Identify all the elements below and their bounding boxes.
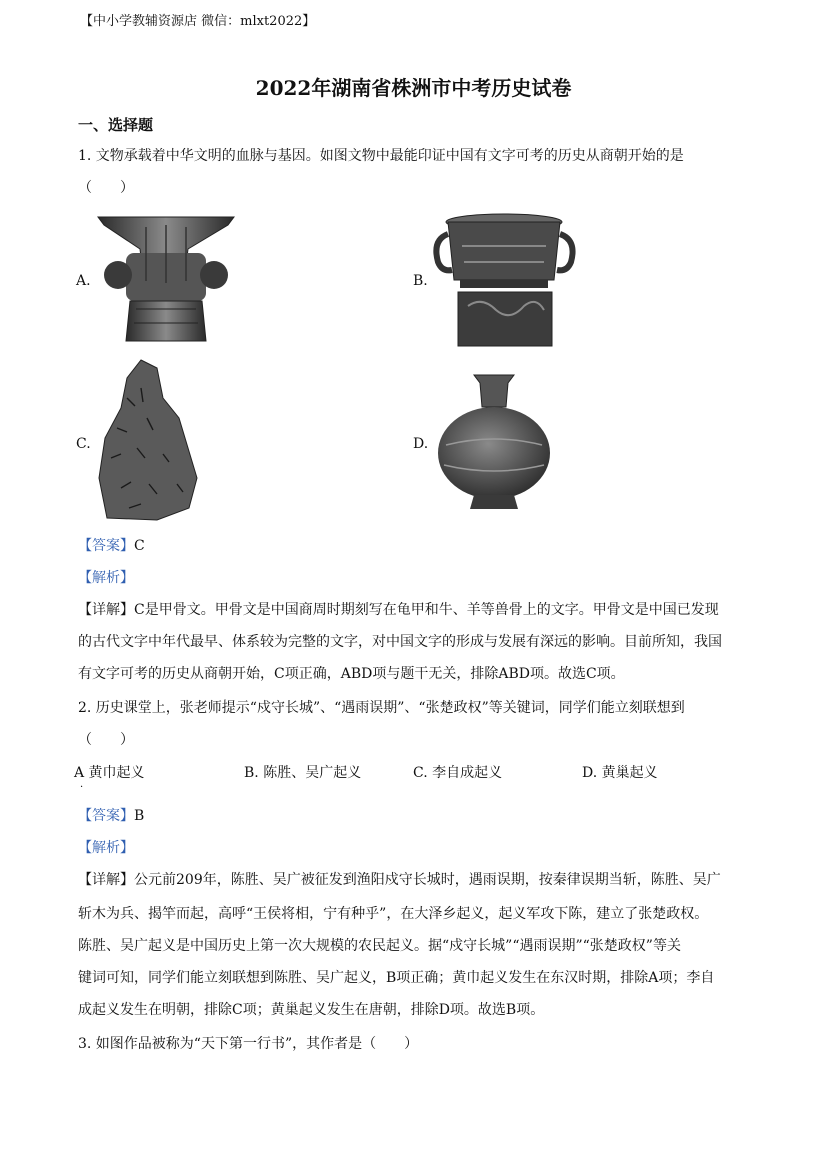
q2-option-c: C. 李自成起义 bbox=[413, 765, 503, 781]
q2-analysis-tag: 【解析】 bbox=[78, 840, 134, 856]
q1-detail-line1 bbox=[78, 600, 719, 620]
q2-answer-tag: 【答案】 bbox=[78, 808, 134, 824]
bronze-zun-vessel-icon bbox=[96, 213, 236, 345]
q2-detail-line4: 键词可知，同学们能立刻联想到陈胜、吴广起义，B项正确；黄巾起义发生在东汉时期，排除A项；李自 bbox=[78, 970, 715, 986]
q1-answer-value: C bbox=[134, 538, 145, 554]
q2-option-b: B. 陈胜、吴广起义 bbox=[244, 765, 362, 781]
q1-detail-tag: 【详解】 bbox=[78, 602, 134, 618]
q1-paren: （ ） bbox=[78, 180, 134, 196]
q1-detail-line2: 的古代文字中年代最早、体系较为完整的文字，对中国文字的形成与发展有深远的影响。目前所知，我国 bbox=[78, 634, 722, 650]
q2-option-d: D. 黄巢起义 bbox=[582, 765, 658, 781]
q1-option-b-label: B. bbox=[413, 273, 428, 289]
q1-option-c-label: C. bbox=[76, 436, 91, 452]
q2-detail-line3: 陈胜、吴广起义是中国历史上第一次大规模的农民起义。据“戍守长城”“遇雨误期”“张楚政权”等关 bbox=[78, 938, 681, 954]
q2-detail-line1 bbox=[78, 870, 721, 890]
q1-stem: 1. 文物承载着中华文明的血脉与基因。如图文物中最能印证中国有文字可考的历史从商朝开始的是 bbox=[78, 148, 684, 164]
q2-detail-line5: 成起义发生在明朝，排除C项；黄巢起义发生在唐朝，排除D项。故选B项。 bbox=[78, 1002, 545, 1018]
q1-answer-tag: 【答案】 bbox=[78, 538, 134, 554]
q3-stem: 3. 如图作品被称为“天下第一行书”，其作者是（ ） bbox=[78, 1036, 419, 1052]
q2-option-a: A 黄巾起义 bbox=[74, 765, 145, 781]
q2-paren: （ ） bbox=[78, 732, 134, 748]
q2-answer bbox=[78, 806, 144, 826]
q1-detail-text1: C是甲骨文。甲骨文是中国商周时期刻写在龟甲和牛、羊等兽骨上的文字。甲骨文是中国已发现 bbox=[134, 602, 719, 618]
q1-analysis-tag: 【解析】 bbox=[78, 570, 134, 586]
q2-answer-value: B bbox=[134, 808, 145, 824]
section-heading: 一、选择题 bbox=[78, 116, 154, 134]
bronze-gui-vessel-icon bbox=[432, 210, 577, 348]
q2-detail-text1: 公元前209年，陈胜、吴广被征发到渔阳戍守长城时，遇雨误期，按秦律误期当斩，陈胜、吴广 bbox=[134, 872, 721, 888]
oracle-bone-icon bbox=[97, 358, 199, 522]
q2-detail-line2: 斩木为兵、揭竿而起，高呼“王侯将相，宁有种乎”，在大泽乡起义，起义军攻下陈，建立了张楚政权。 bbox=[78, 906, 709, 922]
q1-detail-line3: 有文字可考的历史从商朝开始，C项正确，ABD项与题干无关，排除ABD项。故选C项。 bbox=[78, 666, 625, 682]
q1-option-d-label: D. bbox=[413, 436, 429, 452]
bronze-pot-icon bbox=[436, 373, 552, 511]
q2-detail-tag: 【详解】 bbox=[78, 872, 134, 888]
q1-option-a-label: A. bbox=[76, 273, 91, 289]
q2-stem: 2. 历史课堂上，张老师提示“戍守长城”、“遇雨误期”、“张楚政权”等关键词，同学们能立刻联想到 bbox=[78, 700, 685, 716]
page-title: 2022年湖南省株洲市中考历史试卷 bbox=[255, 76, 572, 100]
header-watermark: 【中小学教辅资源店 微信：mlxt2022】 bbox=[80, 14, 316, 29]
q2-stray-mark: · bbox=[80, 782, 84, 793]
q1-answer bbox=[78, 536, 145, 556]
